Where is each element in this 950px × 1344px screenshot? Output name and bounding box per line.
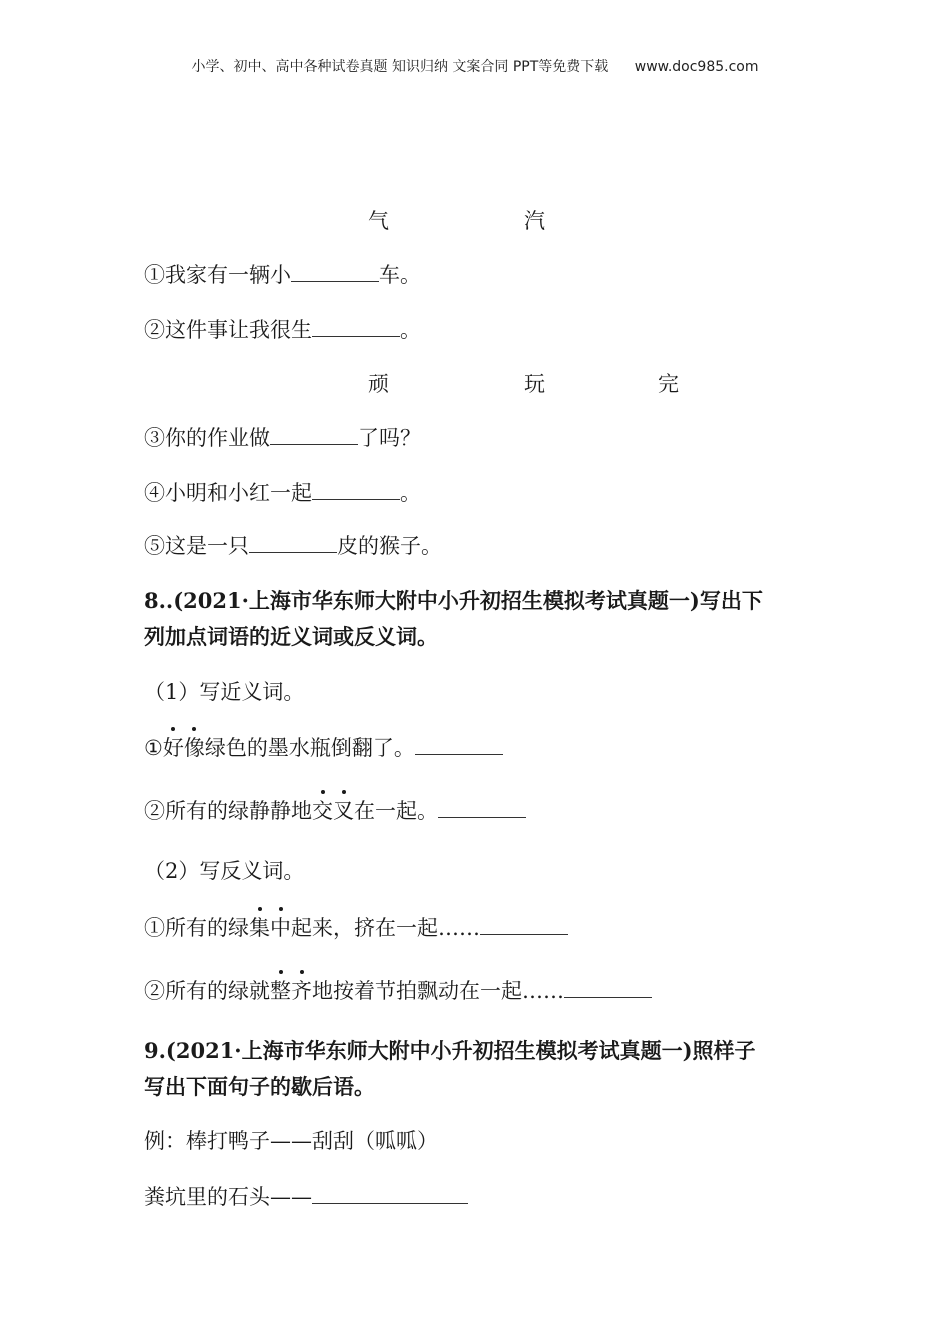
item-text: 起来，挤在一起…… <box>291 916 480 940</box>
fill-blank-item <box>144 315 421 345</box>
answer-blank[interactable] <box>312 479 400 500</box>
dotted-char: 像 <box>184 733 205 763</box>
sub-question-title: （1）写近义词。 <box>144 680 305 704</box>
item-text: ④小明和小红一起 <box>144 481 312 505</box>
fill-blank-item <box>144 1182 468 1212</box>
fill-blank-item <box>144 478 421 508</box>
header-url: www.doc985.com <box>634 59 759 75</box>
item-text: 车。 <box>379 263 421 287</box>
sub-question-title: （2）写反义词。 <box>144 859 305 883</box>
dotted-char: 齐 <box>291 976 312 1006</box>
dotted-char: 中 <box>270 913 291 943</box>
header-text: 小学、初中、高中各种试卷真题 知识归纳 文案合同 PPT等免费下载 <box>191 59 609 75</box>
fill-blank-item <box>144 976 652 1006</box>
item-text: 地按着节拍飘动在一起…… <box>312 979 564 1003</box>
answer-blank[interactable] <box>312 316 400 337</box>
item-text: ⑤这是一只 <box>144 534 249 558</box>
item-text: ②所有的绿静静地 <box>144 799 312 823</box>
item-text: 。 <box>400 481 421 505</box>
answer-blank[interactable] <box>270 424 358 445</box>
answer-blank[interactable] <box>564 977 652 998</box>
item-text: ③你的作业做 <box>144 426 270 450</box>
choice-word: 气 <box>368 209 389 233</box>
fill-blank-item <box>144 531 442 561</box>
answer-blank[interactable] <box>312 1183 468 1204</box>
item-text: ①我家有一辆小 <box>144 263 291 287</box>
item-text: ②所有的绿就 <box>144 979 270 1003</box>
choice-word: 顽 <box>368 372 389 396</box>
dotted-char: 交 <box>312 796 333 826</box>
item-text: 绿色的墨水瓶倒翻了。 <box>204 736 415 760</box>
question-8-title-line1: 8..(2021·上海市华东师大附中小升初招生模拟考试真题一)写出下 <box>144 588 763 613</box>
dotted-char: 叉 <box>333 796 354 826</box>
dotted-char: 集 <box>249 913 270 943</box>
item-text: ① <box>144 736 163 760</box>
fill-blank-item <box>144 913 568 943</box>
dotted-char: 整 <box>270 976 291 1006</box>
answer-blank[interactable] <box>249 532 337 553</box>
choice-word: 玩 <box>524 372 545 396</box>
item-text: 粪坑里的石头—— <box>144 1185 312 1209</box>
fill-blank-item <box>144 260 421 290</box>
question-9-title-line1: 9.(2021·上海市华东师大附中小升初招生模拟考试真题一)照样子 <box>144 1038 756 1063</box>
fill-blank-item <box>144 796 526 826</box>
item-text: 。 <box>400 318 421 342</box>
answer-blank[interactable] <box>438 797 526 818</box>
question-8-title-line2: 列加点词语的近义词或反义词。 <box>144 624 438 649</box>
item-text: 皮的猴子。 <box>337 534 442 558</box>
answer-blank[interactable] <box>480 914 568 935</box>
item-text: ②这件事让我很生 <box>144 318 312 342</box>
choice-word: 汽 <box>524 209 545 233</box>
fill-blank-item <box>144 733 503 763</box>
dotted-char: 好 <box>163 733 184 763</box>
question-9-title-line2: 写出下面句子的歇后语。 <box>144 1074 375 1099</box>
item-text: 在一起。 <box>354 799 438 823</box>
item-text: 了吗？ <box>358 426 421 450</box>
item-text: ①所有的绿 <box>144 916 249 940</box>
answer-blank[interactable] <box>291 261 379 282</box>
example-line: 例：棒打鸭子——刮刮（呱呱） <box>144 1129 438 1153</box>
page-header <box>0 56 950 76</box>
fill-blank-item <box>144 423 421 453</box>
answer-blank[interactable] <box>415 734 503 755</box>
choice-word: 完 <box>658 372 679 396</box>
